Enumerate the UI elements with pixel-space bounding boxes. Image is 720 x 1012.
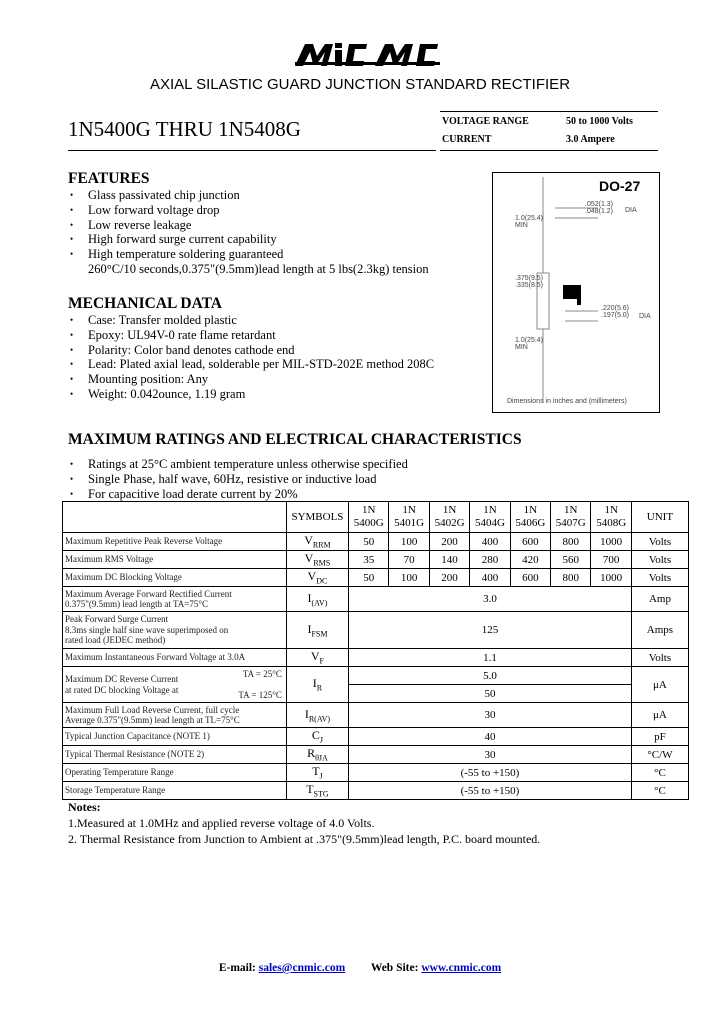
symbol-main: C (311, 728, 320, 743)
table-row (63, 782, 689, 800)
condition-label: TA = 125°C (238, 689, 282, 700)
device-suffix: 5406G (515, 517, 546, 529)
symbol-main: V (310, 649, 320, 664)
list-item: • Polarity: Color band denotes cathode end (68, 343, 488, 358)
device-prefix: 1N (442, 504, 457, 516)
body-diameter-dim: .220(5.6) .197(5.0) (601, 305, 630, 319)
value-cell: (-55 to +150) (349, 782, 632, 800)
symbol-subscript: FSM (311, 629, 328, 639)
features-list (68, 188, 488, 277)
table-row (63, 667, 689, 685)
value-cell: 400 (470, 533, 510, 551)
symbol-cell (286, 533, 348, 551)
notes (68, 799, 540, 847)
document-subtitle: AXIAL SILASTIC GUARD JUNCTION STANDARD RECTIFIER (149, 76, 571, 93)
unit-header: UNIT (631, 502, 688, 533)
ratings-conditions-list (68, 457, 668, 501)
package-name: DO-27 (599, 178, 641, 194)
value-cell: 5.0 (349, 667, 632, 685)
unit-cell: Volts (631, 569, 688, 587)
unit-cell: Volts (631, 533, 688, 551)
symbols-header: SYMBOLS (286, 502, 348, 533)
symbol-cell (286, 746, 348, 764)
table-row (63, 569, 689, 587)
symbol-main: I (307, 590, 312, 605)
symbol-cell (286, 587, 348, 612)
symbol-subscript: R (316, 683, 323, 693)
value-cell: 800 (551, 533, 591, 551)
table-row (63, 533, 689, 551)
symbol-subscript: RRM (312, 540, 331, 550)
device-header (591, 502, 631, 533)
divider (68, 150, 436, 151)
table-row (63, 746, 689, 764)
value-cell: 1.1 (349, 649, 632, 667)
value-cell: 50 (349, 569, 389, 587)
device-header (429, 502, 469, 533)
list-item: 260°C/10 seconds,0.375"(9.5mm)lead length at 5 lbs(2.3kg) tension (88, 261, 429, 276)
table-header-row (63, 502, 689, 533)
value-cell: 50 (349, 685, 632, 703)
value-cell: 560 (551, 551, 591, 569)
table-row (63, 612, 689, 649)
table-row (63, 728, 689, 746)
device-header (551, 502, 591, 533)
email-link[interactable]: sales@cnmic.com (258, 962, 346, 974)
list-item: • High forward surge current capability (68, 232, 488, 247)
part-number-title: 1N5400G THRU 1N5408G (68, 117, 301, 141)
value-cell: 400 (470, 569, 510, 587)
device-header (389, 502, 429, 533)
value-cell: 100 (389, 569, 429, 587)
symbol-main: T (312, 764, 320, 779)
notes-title: Notes: (68, 800, 101, 814)
table-row (63, 703, 689, 728)
value-cell: 100 (389, 533, 429, 551)
symbol-subscript: F (319, 656, 324, 666)
parameter-cell: Operating Temperature Range (63, 764, 287, 782)
unit-cell: Volts (631, 649, 688, 667)
symbol-main: V (304, 551, 314, 566)
symbol-subscript: J (319, 735, 324, 745)
symbol-cell (286, 667, 348, 703)
symbol-cell (286, 703, 348, 728)
voltage-range-value: 50 to 1000 Volts (566, 116, 633, 127)
list-item: • High temperature soldering guaranteed (68, 247, 488, 262)
lead-diameter-dim: .052(1.3) .048(1.2) (585, 201, 614, 215)
symbol-subscript: R(AV) (308, 714, 331, 724)
unit-cell: μA (631, 703, 688, 728)
value-cell: 30 (349, 746, 632, 764)
list-item: • Lead: Plated axial lead, solderable per MIL-STD-202E method 208C (68, 357, 488, 372)
parameter-cell: Maximum Repetitive Peak Reverse Voltage (63, 533, 287, 551)
symbol-main: I (307, 621, 312, 636)
value-cell: 40 (349, 728, 632, 746)
value-cell: 70 (389, 551, 429, 569)
device-header (349, 502, 389, 533)
symbol-main: I (304, 706, 309, 721)
device-suffix: 5402G (434, 517, 465, 529)
device-prefix: 1N (523, 504, 538, 516)
lead-length-dim: 1.0(25.4) MIN (515, 215, 544, 229)
value-cell: 1000 (591, 533, 631, 551)
device-prefix: 1N (564, 504, 578, 516)
parameter-cell: Maximum Full Load Reverse Current, full cycle Average 0.375"(9.5mm) lead length at TL=75°C (63, 703, 287, 728)
current-label: CURRENT (442, 134, 492, 145)
symbol-main: T (306, 782, 314, 797)
parameter-cell: Maximum DC Reverse Current at rated DC blocking Voltage at TA = 25°C TA = 125°C (63, 667, 287, 703)
parameter-cell: Maximum Average Forward Rectified Current 0.375"(9.5mm) lead length at TA=75°C (63, 587, 287, 612)
symbol-cell (286, 764, 348, 782)
value-cell: 420 (510, 551, 550, 569)
table-row (63, 649, 689, 667)
note-item: 1.Measured at 1.0MHz and applied reverse voltage of 4.0 Volts. (68, 816, 375, 830)
symbol-main: I (312, 676, 317, 691)
lead-length-dim: 1.0(25.4) MIN (515, 337, 544, 351)
list-item: • Weight: 0.042ounce, 1.19 gram (68, 387, 488, 402)
current-value: 3.0 Ampere (566, 134, 615, 145)
device-header (510, 502, 550, 533)
table-row (63, 551, 689, 569)
unit-cell: pF (631, 728, 688, 746)
list-item: • For capacitive load derate current by 20% (68, 487, 668, 502)
symbol-main: V (304, 533, 313, 548)
unit-cell: °C (631, 782, 688, 800)
list-item: • Mounting position: Any (68, 372, 488, 387)
device-prefix: 1N (483, 504, 497, 516)
device-suffix: 5400G (353, 517, 384, 529)
parameter-cell: Maximum RMS Voltage (63, 551, 287, 569)
symbol-cell (286, 649, 348, 667)
list-item: • Epoxy: UL94V-0 rate flame retardant (68, 328, 488, 343)
parameter-cell: Storage Temperature Range (63, 782, 287, 800)
device-suffix: 5404G (474, 517, 505, 529)
value-cell: 125 (349, 612, 632, 649)
parameter-cell: Maximum DC Blocking Voltage (63, 569, 287, 587)
parameter-cell: Typical Thermal Resistance (NOTE 2) (63, 746, 287, 764)
table-row (63, 587, 689, 612)
symbol-cell (286, 569, 348, 587)
footer (0, 962, 720, 974)
device-suffix: 5407G (555, 517, 586, 529)
unit-cell: Amps (631, 612, 688, 649)
device-suffix: 5401G (394, 517, 425, 529)
body-length-dim: .375(9.5) .335(8.5) (515, 275, 544, 289)
condition-label: TA = 25°C (242, 669, 282, 679)
ratings-table (62, 501, 689, 800)
website-label: Web Site: (370, 962, 419, 974)
unit-cell: °C (631, 764, 688, 782)
symbol-subscript: θJA (315, 753, 328, 763)
symbol-main: V (307, 569, 317, 584)
mechanical-list (68, 313, 488, 402)
value-cell: 200 (429, 569, 469, 587)
symbol-cell (286, 551, 348, 569)
value-cell: 50 (349, 533, 389, 551)
list-item: • Case: Transfer molded plastic (68, 313, 488, 328)
value-cell: (-55 to +150) (349, 764, 632, 782)
unit-cell: Volts (631, 551, 688, 569)
divider (440, 150, 658, 151)
list-item: • Single Phase, half wave, 60Hz, resistive or inductive load (68, 472, 668, 487)
ratings-heading: MAXIMUM RATINGS AND ELECTRICAL CHARACTERISTICS (68, 431, 522, 448)
value-cell: 800 (551, 569, 591, 587)
symbol-subscript: STG (313, 789, 329, 799)
value-cell: 200 (429, 533, 469, 551)
value-cell: 3.0 (349, 587, 632, 612)
symbol-cell (286, 782, 348, 800)
value-cell: 280 (470, 551, 510, 569)
list-item: • Glass passivated chip junction (68, 188, 488, 203)
divider (440, 111, 658, 112)
voltage-range-label: VOLTAGE RANGE (442, 116, 529, 127)
note-item: 2. Thermal Resistance from Junction to Ambient at .375"(9.5mm)lead length, P.C. board mounted. (68, 832, 541, 846)
features-heading: FEATURES (68, 170, 150, 187)
value-cell: 35 (349, 551, 389, 569)
dimensions-footnote: Dimensions in inches and (millimeters) (507, 398, 627, 405)
website-link[interactable]: www.cnmic.com (421, 962, 502, 974)
device-prefix: 1N (362, 504, 376, 516)
package-diagram (492, 172, 660, 413)
dia-label: DIA (639, 313, 651, 320)
symbol-subscript: (AV) (311, 598, 328, 608)
value-cell: 700 (591, 551, 631, 569)
device-header (470, 502, 510, 533)
symbol-main: R (307, 746, 316, 761)
symbol-subscript: DC (316, 576, 328, 586)
list-item: • Low forward voltage drop (68, 203, 488, 218)
list-item: • Low reverse leakage (68, 218, 488, 233)
value-cell: 600 (510, 533, 550, 551)
parameter-cell: Maximum Instantaneous Forward Voltage at 3.0A (63, 649, 287, 667)
parameter-header (63, 502, 287, 533)
unit-cell: Amp (631, 587, 688, 612)
symbol-subscript: J (319, 771, 323, 781)
symbol-cell (286, 728, 348, 746)
value-cell: 600 (510, 569, 550, 587)
parameter-cell: Typical Junction Capacitance (NOTE 1) (63, 728, 287, 746)
company-logo (295, 40, 440, 68)
device-prefix: 1N (604, 504, 618, 516)
device-prefix: 1N (402, 504, 416, 516)
symbol-cell (286, 612, 348, 649)
symbol-subscript: RMS (313, 558, 331, 568)
list-item: • Ratings at 25°C ambient temperature unless otherwise specified (68, 457, 668, 472)
email-label: E-mail: (218, 962, 256, 974)
unit-cell: μA (631, 667, 688, 703)
unit-cell: °C/W (631, 746, 688, 764)
value-cell: 1000 (591, 569, 631, 587)
value-cell: 140 (429, 551, 469, 569)
value-cell: 30 (349, 703, 632, 728)
mechanical-heading: MECHANICAL DATA (68, 295, 223, 312)
table-row (63, 764, 689, 782)
parameter-cell: Peak Forward Surge Current 8.3ms single half sine wave superimposed on rated load (JEDEC method) (63, 612, 287, 649)
device-suffix: 5408G (596, 517, 627, 529)
dia-label: DIA (625, 207, 637, 214)
